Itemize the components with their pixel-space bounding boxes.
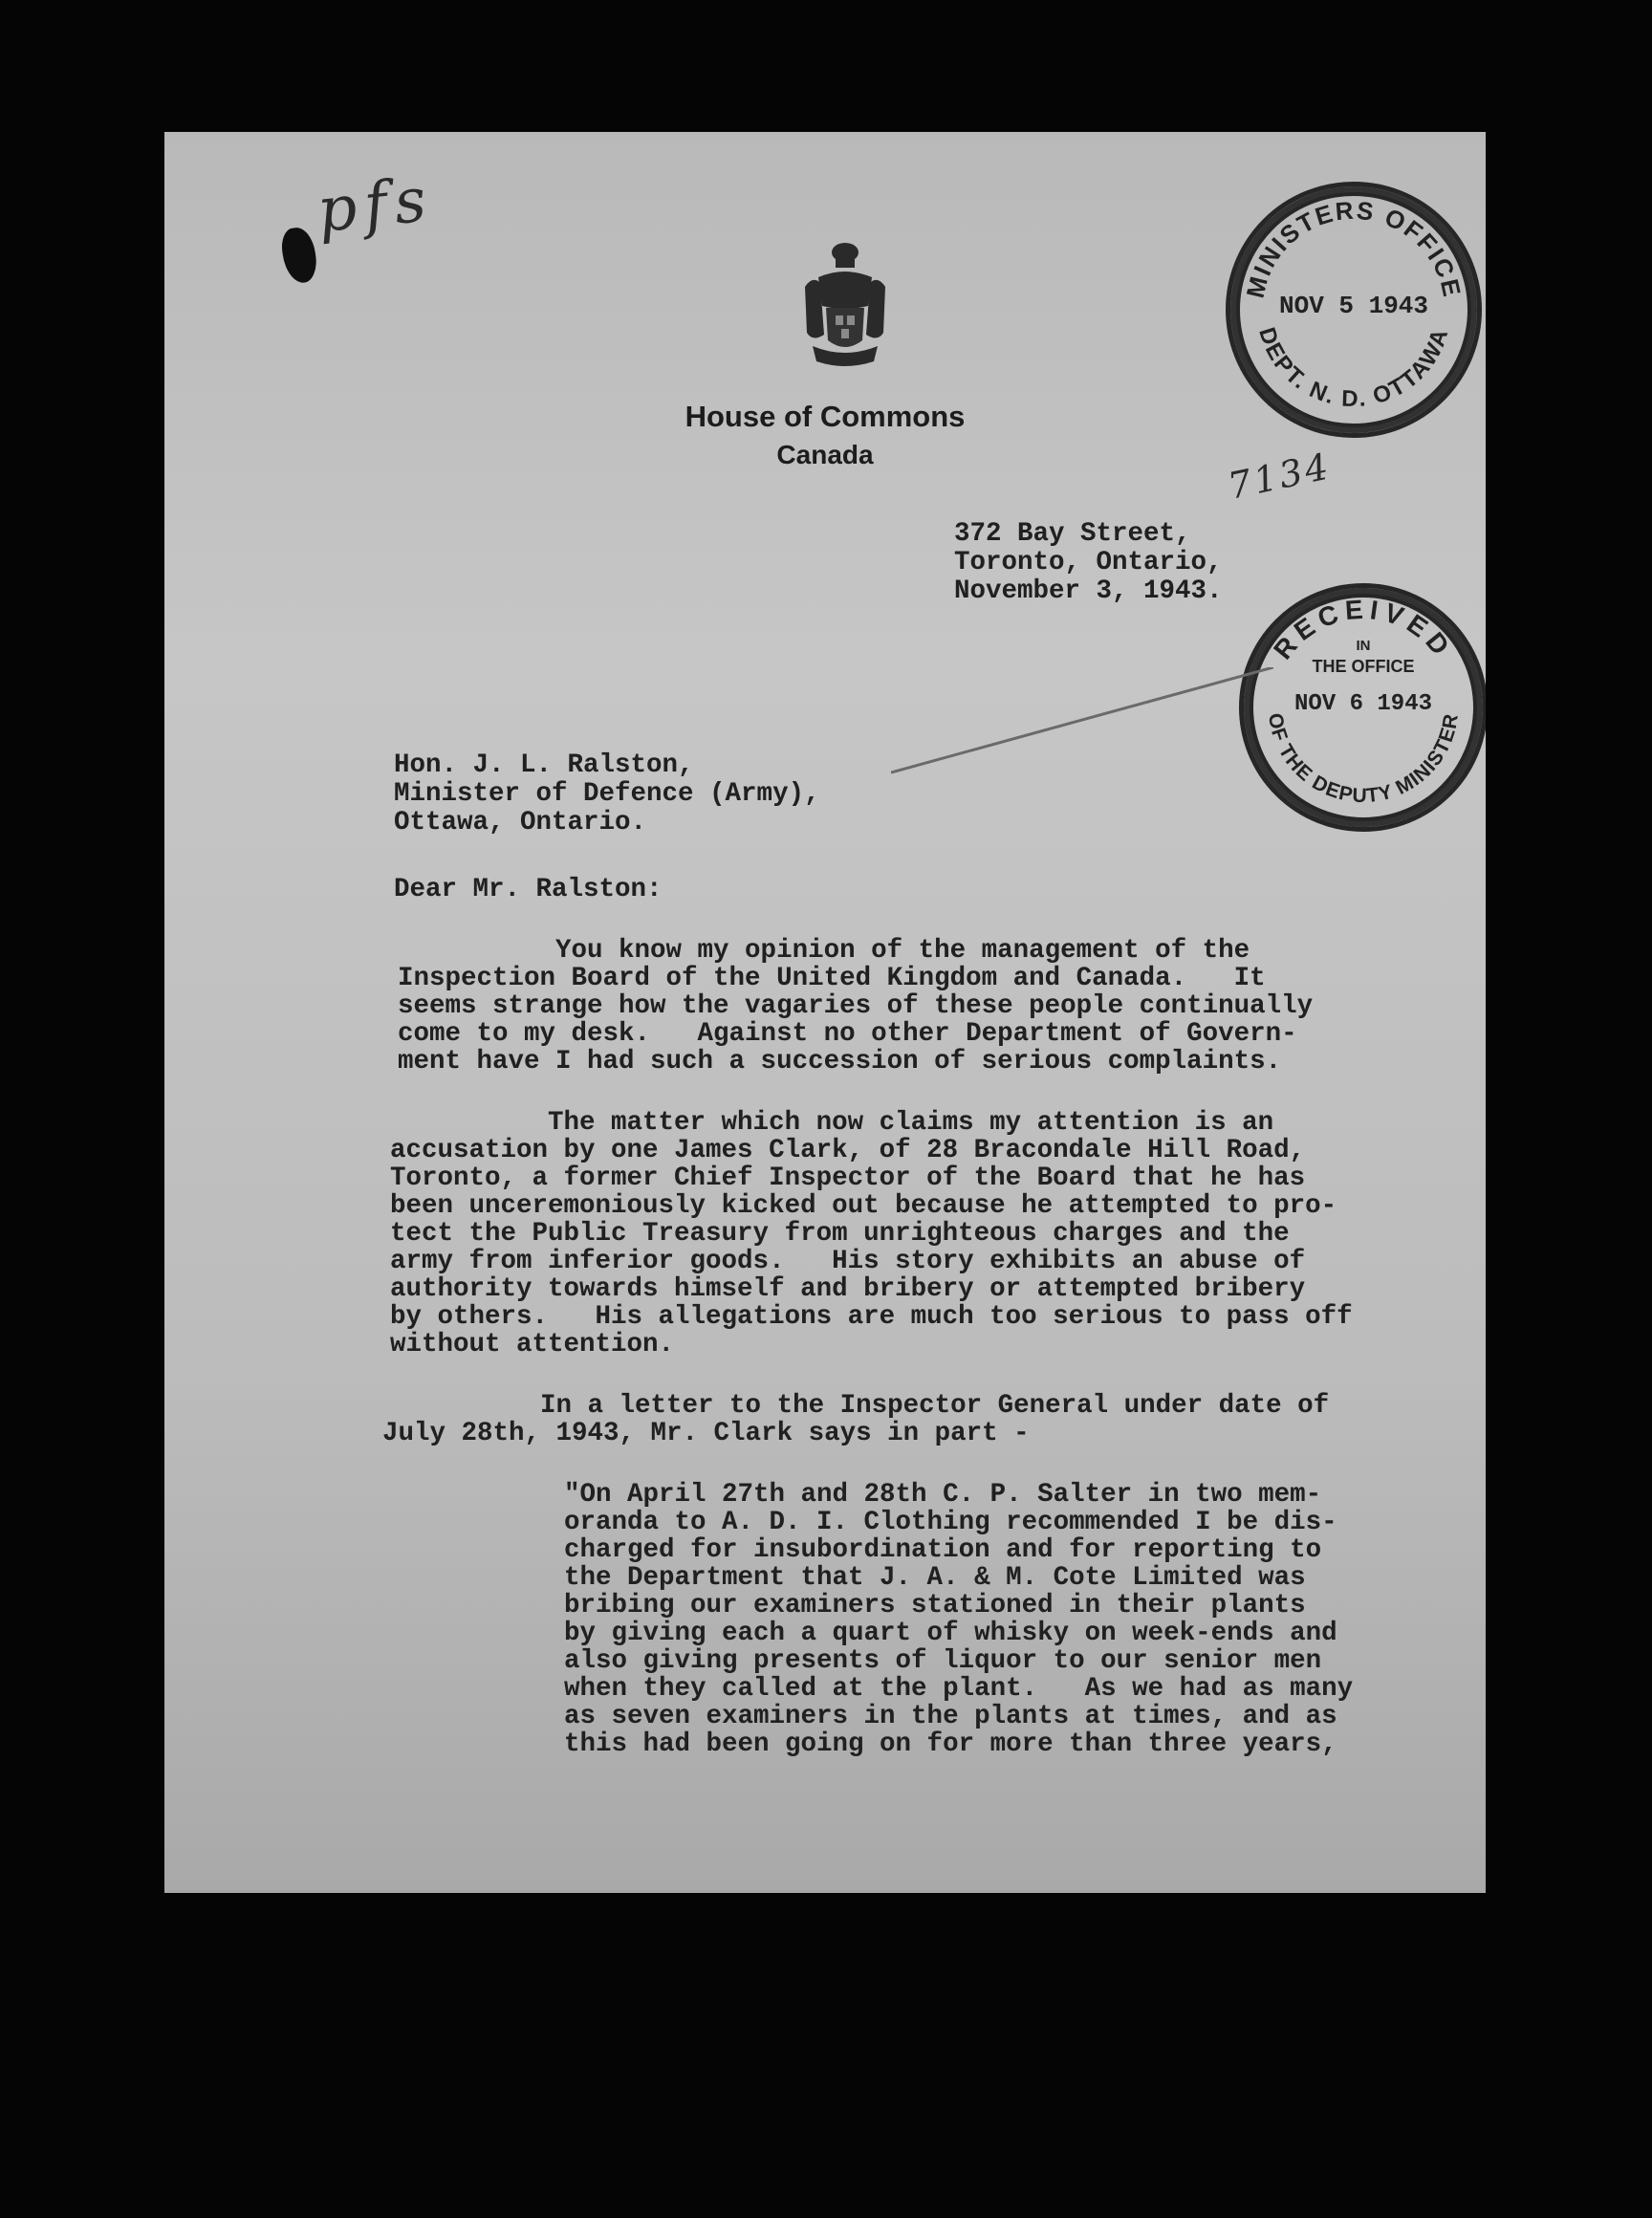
handwritten-initials: pfs (314, 163, 438, 248)
paragraph-2-line-7: authority towards himself and bribery or attempted bribery (390, 1274, 1306, 1304)
received-stamp-inner: IN (1356, 638, 1371, 654)
received-stamp (1239, 583, 1486, 832)
paragraph-2-line-9: without attention. (390, 1330, 675, 1359)
pen-stroke (891, 667, 1273, 782)
quotation-line-8: when they called at the plant. As we had as many (564, 1674, 1354, 1704)
sender-address-line-2: Toronto, Ontario, (954, 548, 1223, 577)
quotation-line-1: "On April 27th and 28th C. P. Salter in two mem- (564, 1480, 1322, 1510)
quotation-line-9: as seven examiners in the plants at times, and as (564, 1702, 1337, 1731)
quotation-line-7: also giving presents of liquor to our senior men (564, 1646, 1322, 1676)
ministers-office-stamp-date: NOV 5 1943 (1278, 292, 1429, 320)
quotation-line-4: the Department that J. A. & M. Cote Limited was (564, 1563, 1306, 1593)
svg-text:MINISTERS OFFICE (1241, 196, 1467, 301)
paragraph-1-line-5: ment have I had such a succession of serious complaints. (398, 1047, 1282, 1076)
paragraph-2-line-4: been unceremoniously kicked out because he attempted to pro- (390, 1191, 1337, 1221)
svg-text:RECEIVED (1268, 594, 1459, 664)
quotation-line-10: this had been going on for more than three years, (564, 1729, 1337, 1759)
letter-page (164, 132, 1486, 1893)
recipient-address-line-3: Ottawa, Ontario. (394, 808, 647, 837)
ministers-office-stamp (1226, 182, 1482, 438)
received-stamp-date: NOV 6 1943 (1293, 691, 1433, 717)
svg-text:OF THE DEPUTY MINISTER (1264, 711, 1463, 807)
paragraph-3-line-1: In a letter to the Inspector General under date of (382, 1391, 1330, 1421)
ink-blot (279, 226, 319, 285)
received-stamp-bottom: OF THE DEPUTY MINISTER (1263, 711, 1464, 808)
paragraph-2-line-3: Toronto, a former Chief Inspector of the Board that he has (390, 1163, 1306, 1193)
paragraph-2-line-8: by others. His allegations are much too serious to pass off (390, 1302, 1353, 1332)
paragraph-1-line-1: You know my opinion of the management of the (398, 936, 1250, 966)
paragraph-1-line-4: come to my desk. Against no other Department of Govern- (398, 1019, 1297, 1049)
quotation-line-2: oranda to A. D. I. Clothing recommended I be dis- (564, 1508, 1337, 1537)
recipient-address-line-1: Hon. J. L. Ralston, (394, 750, 694, 780)
letterhead-subtitle: Canada (776, 440, 874, 469)
quotation-line-5: bribing our examiners stationed in their plants (564, 1591, 1306, 1620)
handwritten-file-number: 7134 (1224, 445, 1336, 508)
paragraph-2-line-6: army from inferior goods. His story exhibits an abuse of (390, 1247, 1306, 1276)
salutation: Dear Mr. Ralston: (394, 875, 663, 904)
received-stamp-top: RECEIVED (1268, 594, 1459, 665)
quotation-line-3: charged for insubordination and for reporting to (564, 1535, 1322, 1565)
svg-text:DEPT. N. D. OTTAWA (1253, 324, 1454, 412)
paragraph-1-line-3: seems strange how the vagaries of these people continually (398, 991, 1314, 1021)
paragraph-2-line-1: The matter which now claims my attention is an (390, 1108, 1274, 1138)
ministers-office-stamp-bottom: DEPT. N. D. OTTAWA (1253, 324, 1454, 413)
paragraph-2-line-5: tect the Public Treasury from unrighteous charges and the (390, 1219, 1290, 1249)
recipient-address-line-2: Minister of Defence (Army), (394, 779, 820, 809)
coat-of-arms-icon (799, 239, 891, 373)
letterhead-title: House of Commons (685, 400, 966, 433)
quotation-line-6: by giving each a quart of whisky on week-ends and (564, 1619, 1337, 1648)
ministers-office-stamp-top: MINISTERS OFFICE (1240, 195, 1467, 301)
paragraph-2-line-2: accusation by one James Clark, of 28 Bracondale Hill Road, (390, 1136, 1306, 1165)
received-stamp-inner-2: THE OFFICE (1312, 657, 1415, 676)
paragraph-3-line-2: July 28th, 1943, Mr. Clark says in part - (382, 1419, 1030, 1448)
sender-address-line-1: 372 Bay Street, (954, 519, 1191, 549)
sender-address-line-3: November 3, 1943. (954, 576, 1223, 606)
paragraph-1-line-2: Inspection Board of the United Kingdom and Canada. It (398, 964, 1266, 993)
